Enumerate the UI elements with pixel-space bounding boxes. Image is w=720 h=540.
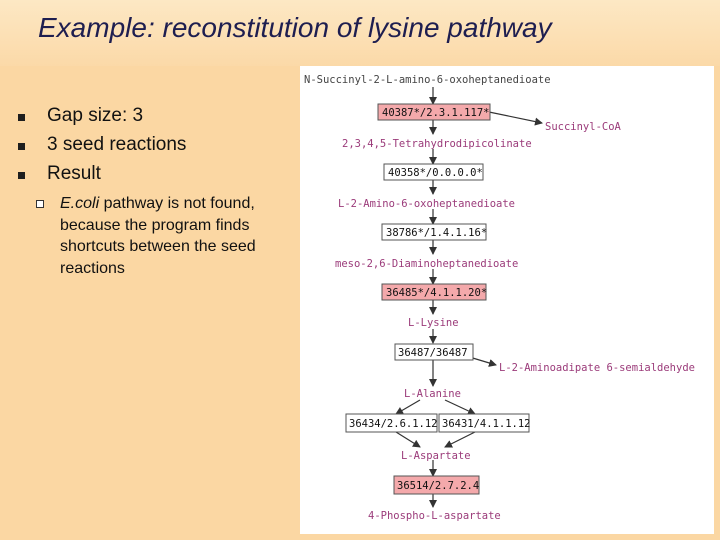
square-bullet-icon <box>18 172 25 179</box>
bullet-text: Gap size: 3 <box>47 105 144 126</box>
compound-label: L-Alanine <box>404 388 461 400</box>
reaction-label: 36431/4.1.1.12 <box>442 418 531 430</box>
pathway-diagram <box>300 66 714 534</box>
sub-bullet-rest: pathway is not found, because the program finds shortcuts between the seed reactions <box>60 195 256 277</box>
compound-labels <box>304 74 695 522</box>
edge <box>396 400 420 414</box>
edge <box>489 112 542 123</box>
reaction-label: 36514/2.7.2.4 <box>397 480 480 492</box>
reaction-boxes <box>346 104 529 494</box>
compound-label: L-Lysine <box>408 317 459 329</box>
reaction-label: 36485*/4.1.1.20* <box>386 287 488 299</box>
reaction-label: 40358*/0.0.0.0* <box>388 167 483 179</box>
bullet-text: 3 seed reactions <box>47 134 187 155</box>
side-compound-label: Succinyl-CoA <box>545 121 621 133</box>
bullet-item <box>18 163 288 192</box>
edge <box>445 400 475 414</box>
compound-label: L-Aspartate <box>401 450 471 462</box>
sub-bullet-italic: E.coli <box>60 195 100 212</box>
reaction-label: 40387*/2.3.1.117* <box>382 107 490 119</box>
hollow-square-bullet-icon <box>36 200 44 208</box>
square-bullet-icon <box>18 114 25 121</box>
compound-label: 2,3,4,5-Tetrahydrodipicolinate <box>342 138 532 150</box>
compound-label: 4-Phospho-L-aspartate <box>368 510 501 522</box>
sub-bullet-text <box>60 193 276 279</box>
edge <box>396 432 420 447</box>
pathway-diagram-panel <box>300 66 714 534</box>
reaction-label: 36487/36487 <box>398 347 468 359</box>
bullet-text: Result <box>47 163 101 184</box>
compound-label: N-Succinyl-2-L-amino-6-oxoheptanedioate <box>304 74 551 86</box>
edge <box>445 432 475 447</box>
bullet-item <box>18 134 288 163</box>
reaction-label: 38786*/1.4.1.16* <box>386 227 488 239</box>
square-bullet-icon <box>18 143 25 150</box>
slide-title: Example: reconstitution of lysine pathway <box>38 12 552 43</box>
side-compound-label: L-2-Aminoadipate 6-semialdehyde <box>499 362 695 374</box>
bullet-item <box>18 105 288 134</box>
compound-label: meso-2,6-Diaminoheptanedioate <box>335 258 519 270</box>
bullet-list <box>18 105 288 192</box>
compound-label: L-2-Amino-6-oxoheptanedioate <box>338 198 516 210</box>
reaction-label: 36434/2.6.1.12 <box>349 418 438 430</box>
